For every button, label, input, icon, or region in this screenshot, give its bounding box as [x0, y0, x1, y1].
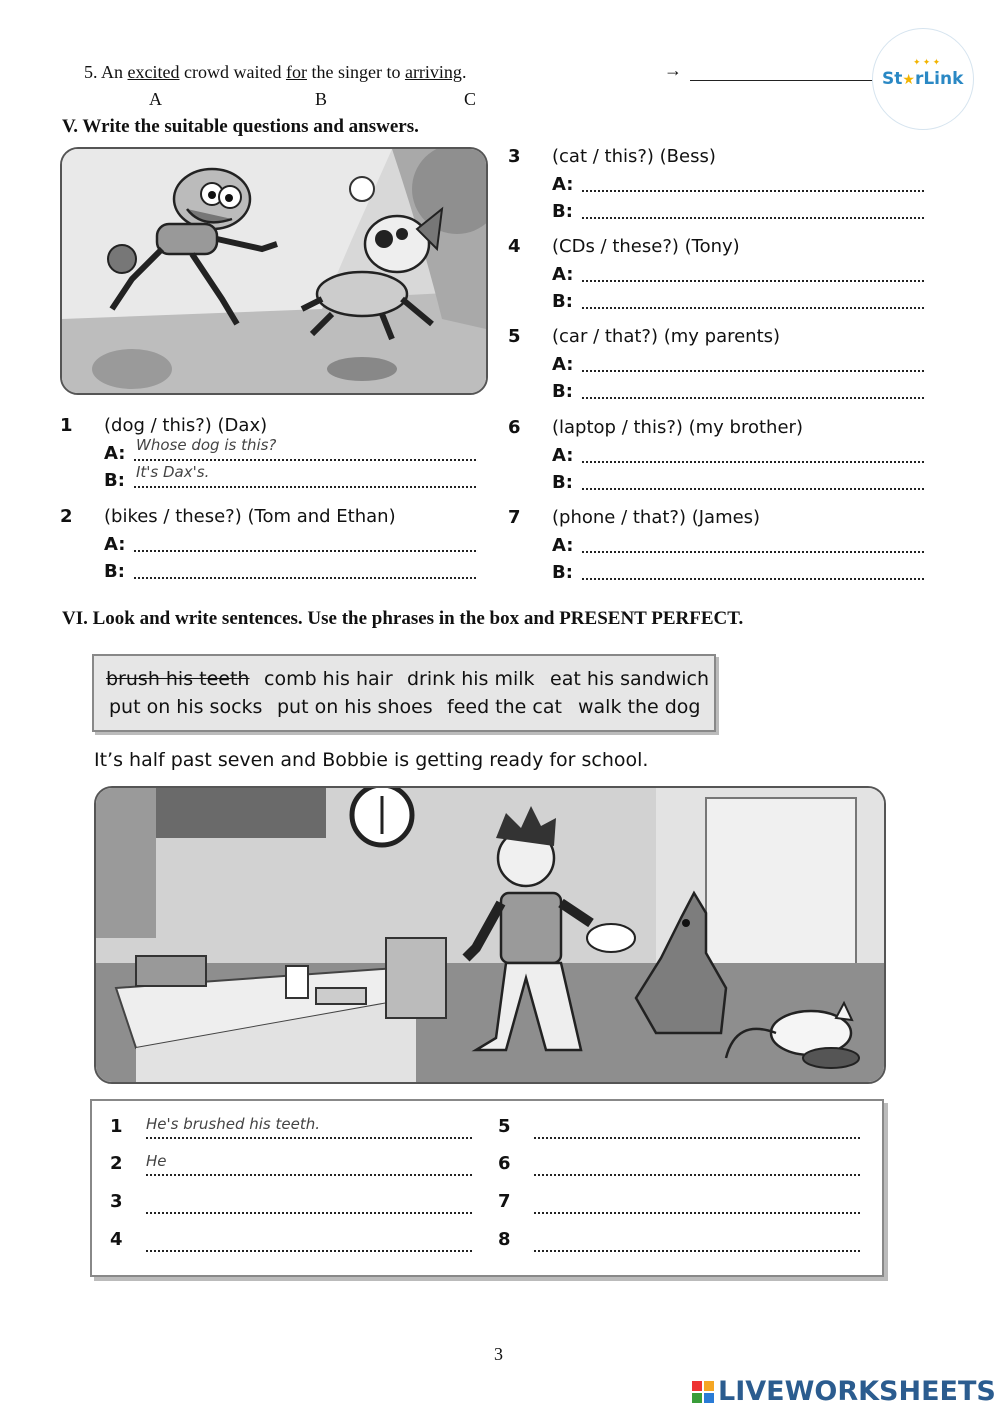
sentence-number: 8 — [498, 1229, 511, 1250]
sentence-number: 5 — [498, 1116, 511, 1137]
sentence-answer: He — [146, 1152, 167, 1170]
option-letter-c: C — [464, 89, 477, 109]
phrase-walk-dog: walk the dog — [578, 696, 701, 718]
answer-b-line[interactable] — [582, 381, 924, 399]
arrow-icon: → — [664, 60, 682, 80]
answer-b-line[interactable] — [582, 562, 924, 580]
answer-b-label: B: — [552, 562, 573, 583]
answer-a-line[interactable] — [582, 354, 924, 372]
sentence-answer: He's brushed his teeth. — [146, 1115, 321, 1133]
question-prompt: (CDs / these?) (Tony) — [552, 236, 740, 257]
question-number: 2 — [60, 506, 73, 527]
sentence-line[interactable] — [534, 1160, 860, 1176]
option-letter-a: A — [149, 89, 162, 109]
answer-a-line[interactable] — [582, 445, 924, 463]
phrase-put-on-socks: put on his socks — [109, 696, 263, 718]
answer-a-label: A: — [104, 534, 126, 555]
bobbie-scene-illustration — [94, 786, 886, 1084]
question-number: 7 — [508, 507, 521, 528]
question-number: 6 — [508, 417, 521, 438]
page-number: 3 — [494, 1344, 503, 1364]
question-prompt: (cat / this?) (Bess) — [552, 146, 716, 167]
answer-b-line[interactable] — [582, 201, 924, 219]
scene-intro: It’s half past seven and Bobbie is getting ready for school. — [94, 749, 649, 771]
sentence-line[interactable] — [146, 1198, 472, 1214]
answer-b-line[interactable] — [582, 472, 924, 490]
star-icon: ★ — [902, 72, 915, 88]
sentence-line[interactable] — [146, 1160, 472, 1176]
question-prompt: (car / that?) (my parents) — [552, 326, 781, 347]
phrase-brush-teeth: brush his teeth — [106, 668, 250, 690]
answer-a-line[interactable] — [582, 535, 924, 553]
answer-a-label: A: — [552, 264, 574, 285]
question-prompt: (bikes / these?) (Tom and Ethan) — [104, 506, 396, 527]
sentence-number: 2 — [110, 1153, 123, 1174]
question-number: 1 — [60, 415, 73, 436]
sentence-line[interactable] — [146, 1236, 472, 1252]
stars-icon: ✦ ✦ ✦ — [913, 57, 941, 67]
question-number: 5 — [508, 326, 521, 347]
sentence-number: 6 — [498, 1153, 511, 1174]
question-prompt: (dog / this?) (Dax) — [104, 415, 268, 436]
answer-a-label: A: — [552, 445, 574, 466]
option-letter-b: B — [315, 89, 328, 109]
answer-a-label: A: — [552, 174, 574, 195]
answer-box — [90, 1099, 884, 1277]
answer-b-label: B: — [552, 291, 573, 312]
phrase-box — [92, 654, 716, 732]
question-prompt: (laptop / this?) (my brother) — [552, 417, 803, 438]
robot-pets-illustration — [60, 147, 488, 395]
option-a-word: excited — [127, 62, 180, 82]
sentence-line[interactable] — [534, 1198, 860, 1214]
logo-grid-icon — [692, 1381, 714, 1403]
brand-text: LIVEWORKSHEETS — [718, 1376, 996, 1407]
question-5: 5. An excited crowd waited for the singer to arriving. — [84, 62, 467, 82]
sentence-line[interactable] — [534, 1123, 860, 1139]
answer-b-line[interactable] — [582, 291, 924, 309]
question-number: 3 — [508, 146, 521, 167]
answer-b-line[interactable] — [134, 561, 476, 579]
answer-b-label: B: — [552, 201, 573, 222]
answer-b-text: It's Dax's. — [136, 463, 210, 481]
answer-a-label: A: — [104, 443, 126, 464]
answer-a-line[interactable] — [134, 534, 476, 552]
answer-a-line[interactable] — [582, 264, 924, 282]
answer-a-text: Whose dog is this? — [136, 436, 277, 454]
phrase-put-on-shoes: put on his shoes — [277, 696, 433, 718]
sentence-number: 7 — [498, 1191, 511, 1212]
answer-a-label: A: — [552, 535, 574, 556]
phrase-eat-sandwich: eat his sandwich — [550, 668, 710, 690]
option-c-word: arriving — [404, 62, 462, 82]
answer-a-line[interactable] — [582, 174, 924, 192]
option-b-word: for — [285, 62, 307, 82]
phrase-feed-cat: feed the cat — [447, 696, 562, 718]
answer-b-label: B: — [104, 470, 125, 491]
q5-answer-blank[interactable] — [690, 80, 885, 81]
sentence-line[interactable] — [534, 1236, 860, 1252]
sentence-number: 1 — [110, 1116, 123, 1137]
question-number: 4 — [508, 236, 521, 257]
phrase-drink-milk: drink his milk — [407, 668, 535, 690]
answer-b-label: B: — [552, 381, 573, 402]
sentence-number: 4 — [110, 1229, 123, 1250]
answer-a-label: A: — [552, 354, 574, 375]
starlink-logo: St★rLink ✦ ✦ ✦ — [872, 28, 974, 130]
answer-b-label: B: — [552, 472, 573, 493]
section-5-title: V. Write the suitable questions and answers. — [62, 116, 419, 137]
sentence-number: 3 — [110, 1191, 123, 1212]
answer-b-label: B: — [104, 561, 125, 582]
section-6-title: VI. Look and write sentences. Use the phrases in the box and PRESENT PERFECT. — [62, 608, 744, 629]
liveworksheets-logo — [692, 1376, 996, 1406]
phrase-comb-hair: comb his hair — [264, 668, 393, 690]
question-prompt: (phone / that?) (James) — [552, 507, 761, 528]
